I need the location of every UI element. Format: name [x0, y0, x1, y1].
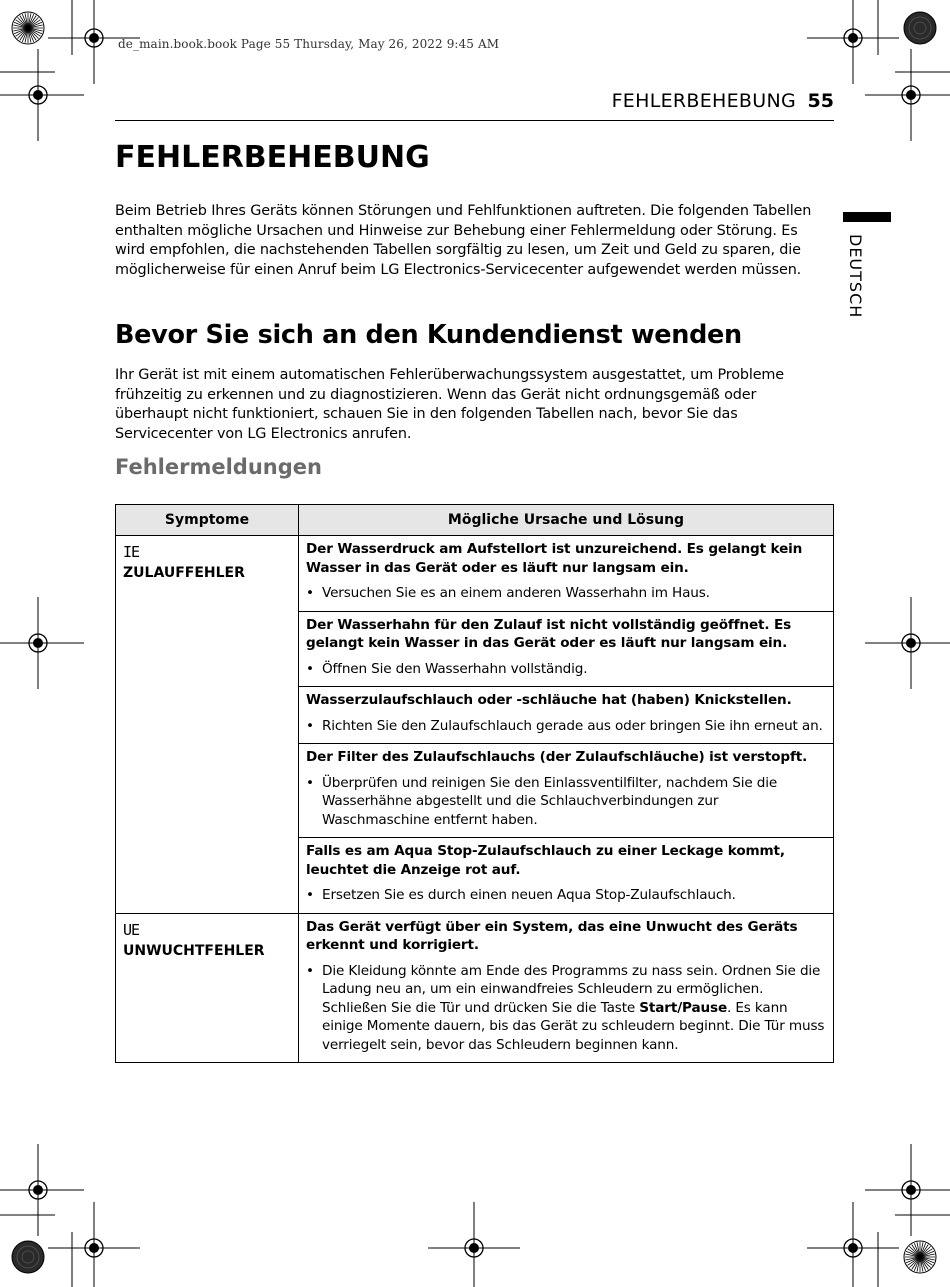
page-number: 55: [807, 90, 834, 112]
solution-step-text: Ersetzen Sie es durch einen neuen Aqua Stop-Zulaufschlauch.: [322, 887, 736, 903]
table-row: [116, 536, 834, 914]
error-code-ue: UE: [123, 920, 140, 939]
running-header: [115, 88, 834, 121]
bullet-icon: •: [306, 660, 314, 677]
cause-text: Falls es am Aqua Stop-Zulaufschlauch zu einer Leckage kommt, leuchtet die Anzeige rot auf.: [306, 843, 785, 878]
page-title: FEHLERBEHEBUNG: [115, 140, 430, 175]
bullet-icon: •: [306, 774, 314, 791]
header-title: FEHLERBEHEBUNG: [611, 90, 796, 112]
cause-text: Der Filter des Zulaufschlauchs (der Zulaufschläuche) ist verstopft.: [306, 749, 808, 765]
step-text-after: . Es kann einige Momente dauern, bis das Gerät zu schleudern beginnt. Die Tür muss verriegelt sein, bevor das Schleudern beginnen kann.: [322, 999, 825, 1053]
cause-block: [299, 686, 833, 743]
cause-text: Wasserzulaufschlauch oder -schläuche hat (haben) Knickstellen.: [306, 692, 792, 708]
solution-cell: [299, 913, 834, 1063]
error-code-ie: IE: [123, 543, 140, 561]
language-tab-label: DEUTSCH: [846, 234, 865, 319]
solution-step-text: Versuchen Sie es an einem anderen Wasserhahn im Haus.: [322, 585, 710, 601]
step-text-before: Die Kleidung könnte am Ende des Programms zu nass sein. Ordnen Sie die Ladung neu an, um ein einwandfreies Schleudern zu ermöglichen. Schließen Sie die Tür und drücken Sie die Taste: [322, 962, 821, 1016]
solution-step: [306, 774, 826, 830]
solution-step-text: Öffnen Sie den Wasserhahn vollständig.: [322, 660, 588, 677]
bullet-icon: •: [306, 585, 314, 601]
table-header-row: [116, 505, 834, 536]
solution-step: [306, 962, 826, 1055]
solution-step: [306, 886, 826, 905]
intro-paragraph: Beim Betrieb Ihres Geräts können Störungen und Fehlfunktionen auftreten. Die folgenden Tabellen enthalten mögliche Ursachen und Hinweise zur Behebung einer Fehlermeldung oder Störung. Es wird empfohlen, die nachstehenden Tabellen sorgfältig zu lesen, um Zeit und Geld zu sparen, die möglicherweise für einen Anruf beim LG Electronics-Servicecenter aufgewendet werden müssen.: [115, 203, 812, 278]
language-tab-bar: [843, 212, 891, 222]
cause-block: [299, 837, 833, 913]
start-pause-key-label: Start/Pause: [639, 999, 728, 1016]
cause-block: [299, 611, 833, 687]
solution-step-text: Richten Sie den Zulaufschlauch gerade aus oder bringen Sie ihn erneut an.: [322, 717, 823, 734]
symptom-cell: [116, 913, 299, 1063]
section-paragraph: Ihr Gerät ist mit einem automatischen Fehlerüberwachungssystem ausgestattet, um Probleme frühzeitig zu erkennen und zu diagnostizieren. Wenn das Gerät nicht ordnungsgemäß oder überhaupt nicht funktioniert, schauen Sie in den folgenden Tabellen nach, bevor Sie das Servicecenter von LG Electronics anrufen.: [115, 367, 784, 442]
solution-step: [306, 584, 826, 603]
error-table: [115, 504, 834, 1063]
error-name: ZULAUFFEHLER: [123, 565, 245, 581]
header-solution: Mögliche Ursache und Lösung: [299, 505, 834, 536]
section-title: Bevor Sie sich an den Kundendienst wenden: [115, 320, 742, 350]
cause-text: Das Gerät verfügt über ein System, das eine Unwucht des Geräts erkennt und korrigiert.: [306, 918, 798, 953]
subsection-title: Fehlermeldungen: [115, 455, 322, 479]
cause-block: [299, 743, 833, 837]
bullet-icon: •: [306, 887, 314, 903]
solution-step: [306, 717, 826, 736]
print-meta: de_main.book.book Page 55 Thursday, May 26, 2022 9:45 AM: [118, 37, 500, 51]
solution-step-text: Überprüfen und reinigen Sie den Einlassventilfilter, nachdem Sie die Wasserhähne abgestellt und die Schlauchverbindungen zur Waschmaschine entfernt haben.: [322, 774, 778, 828]
cause-block: [299, 536, 833, 611]
solution-cell: [299, 536, 834, 914]
cause-text: Der Wasserdruck am Aufstellort ist unzureichend. Es gelangt kein Wasser in das Gerät oder es läuft nur langsam ein.: [306, 541, 803, 576]
cause-block: [299, 914, 833, 1063]
error-name: UNWUCHTFEHLER: [123, 942, 265, 959]
bullet-icon: •: [306, 717, 314, 734]
table-row: [116, 913, 834, 1063]
cause-text: Der Wasserhahn für den Zulauf ist nicht vollständig geöffnet. Es gelangt kein Wasser in das Gerät oder es läuft nur langsam ein.: [306, 616, 792, 651]
solution-step: [306, 660, 826, 679]
header-symptom: Symptome: [116, 505, 299, 536]
symptom-cell: [116, 536, 299, 914]
bullet-icon: •: [306, 962, 314, 979]
solution-step-text: [322, 962, 826, 1055]
